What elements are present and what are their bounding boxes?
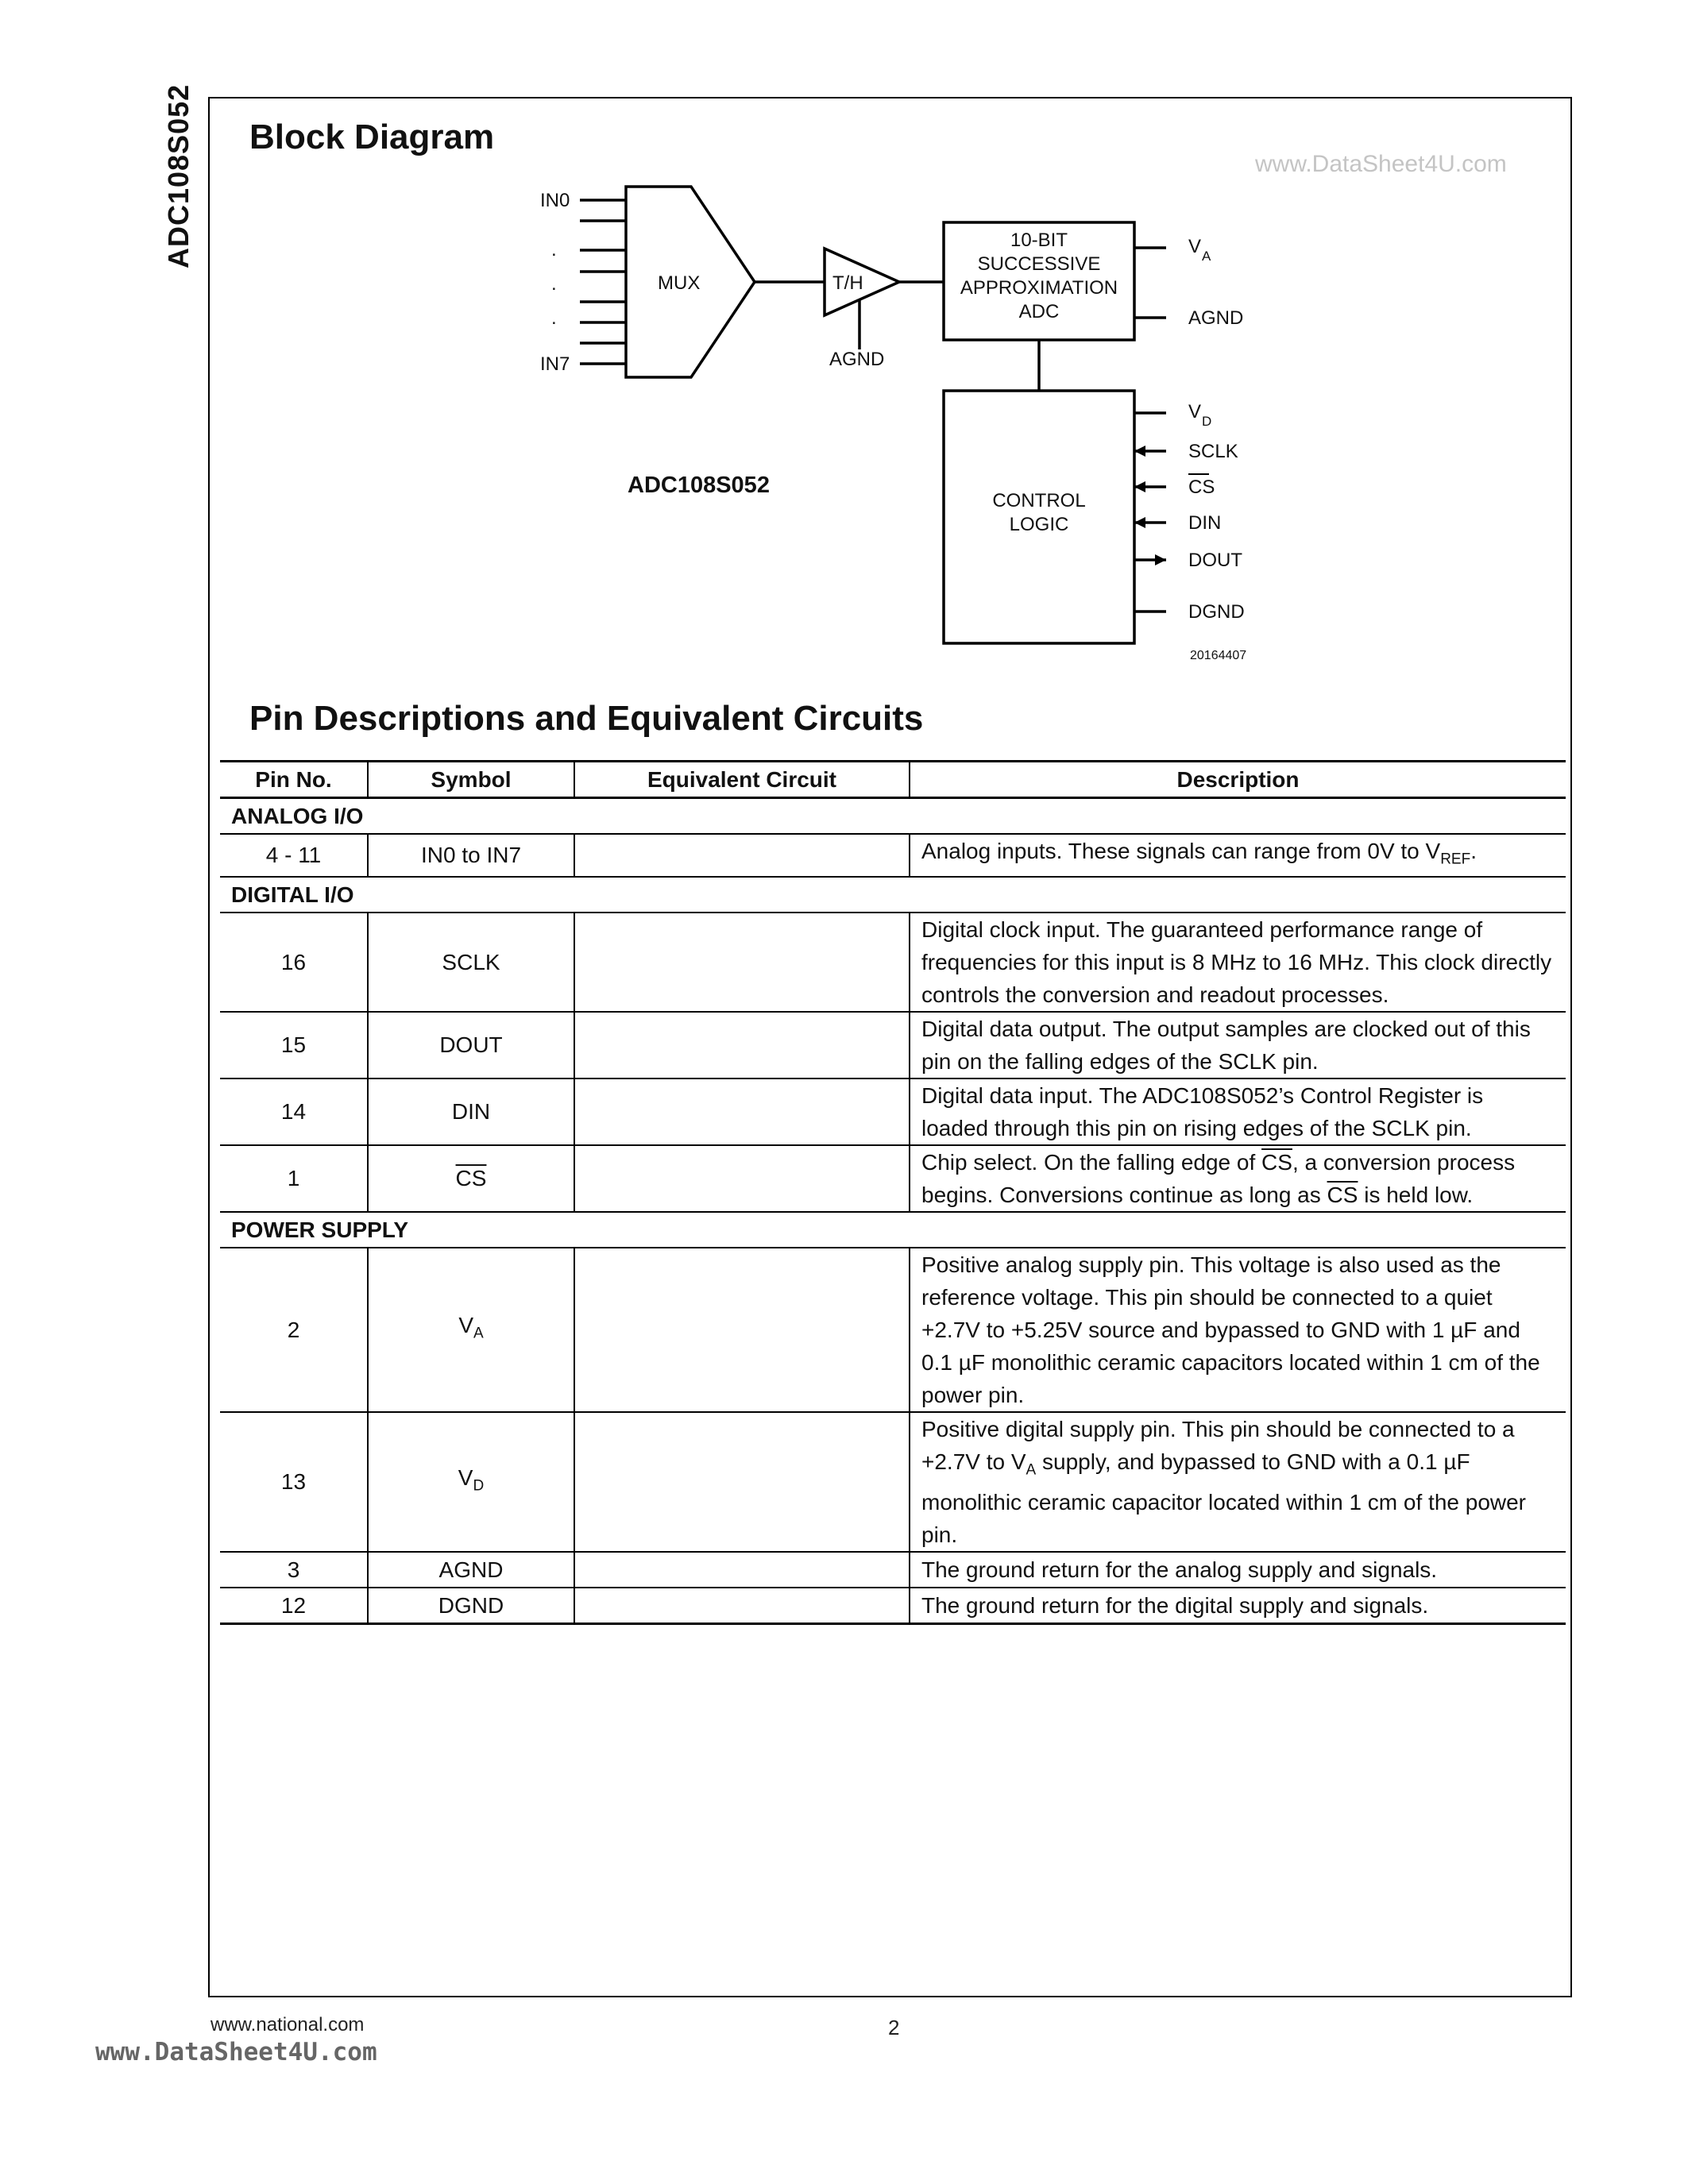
dout-arrow-icon (1155, 554, 1166, 565)
sclk-arrow-icon (1134, 446, 1145, 457)
pin-number: 12 (220, 1588, 368, 1624)
dgnd-label: DGND (1188, 601, 1245, 623)
va-sub-label: A (1202, 249, 1211, 264)
equivalent-circuit (574, 1145, 910, 1212)
footer-watermark: www.DataSheet4U.com (95, 2038, 377, 2066)
pin-number: 2 (220, 1248, 368, 1412)
group-label: ANALOG I/O (220, 798, 1566, 835)
pin-number: 15 (220, 1012, 368, 1078)
equivalent-circuit (574, 1248, 910, 1412)
pin-symbol: AGND (368, 1552, 574, 1588)
va-label: V (1188, 236, 1202, 257)
dot-label: . (551, 239, 557, 260)
control-label-2: LOGIC (1009, 514, 1069, 535)
pin-symbol: IN0 to IN7 (368, 834, 574, 877)
header-description: Description (910, 762, 1566, 798)
equivalent-circuit (574, 1078, 910, 1145)
agnd-label: AGND (1188, 307, 1244, 329)
pin-description: Digital clock input. The guaranteed performance range of frequencies for this input is 8 MHz to 16 MHz. This clock directly controls the conversion and readout processes. (910, 913, 1566, 1012)
table-row (220, 1078, 1566, 1145)
pin-number: 4 - 11 (220, 834, 368, 877)
watermark-top: www.DataSheet4U.com (1255, 151, 1507, 177)
equivalent-circuit (574, 1412, 910, 1553)
block-diagram (524, 183, 1271, 675)
footer-url[interactable]: www.national.com (211, 2014, 365, 2035)
header-symbol: Symbol (368, 762, 574, 798)
th-agnd-label: AGND (829, 349, 885, 370)
pin-symbol: DIN (368, 1078, 574, 1145)
vd-label: V (1188, 401, 1202, 423)
equivalent-circuit (574, 1588, 910, 1624)
equivalent-circuit (574, 913, 910, 1012)
cs-label: CS (1188, 477, 1215, 498)
table-row (220, 1012, 1566, 1078)
adc-label-1: 10-BIT (1010, 230, 1068, 251)
pin-symbol: $\overline{CS}$ (368, 1145, 574, 1212)
control-label-1: CONTROL (992, 490, 1086, 511)
group-row-power (220, 1212, 1566, 1248)
block-diagram-title: Block Diagram (249, 118, 495, 156)
equivalent-circuit (574, 834, 910, 877)
table-row (220, 913, 1566, 1012)
dot-label: . (551, 273, 557, 295)
in7-label: IN7 (540, 353, 570, 375)
pin-description: Positive analog supply pin. This voltage is also used as the reference voltage. This pin should be connected to a quiet +2.7V to +5.25V source and bypassed to GND with 1 µF and 0.1 µF monolithic ceramic capacitors located within 1 cm of the power pin. (910, 1248, 1566, 1412)
pin-description: Chip select. On the falling edge of $\overline{CS}$, a conversion process begins. Conversions continue as long as $\overline{CS}$ is held low. (910, 1145, 1566, 1212)
table-row (220, 1412, 1566, 1553)
table-row (220, 1248, 1566, 1412)
pin-description: Digital data output. The output samples are clocked out of this pin on the falling edges of the SCLK pin. (910, 1012, 1566, 1078)
pin-number: 14 (220, 1078, 368, 1145)
table-header-row (220, 762, 1566, 798)
page-number: 2 (888, 2016, 900, 2039)
mux-label: MUX (658, 272, 701, 294)
pin-number: 13 (220, 1412, 368, 1553)
pin-symbol: DOUT (368, 1012, 574, 1078)
pin-symbol: $V_A$ (368, 1248, 574, 1412)
header-circuit: Equivalent Circuit (574, 762, 910, 798)
dot-label: . (551, 307, 557, 329)
table-row (220, 1552, 1566, 1588)
pin-description: Digital data input. The ADC108S052’s Control Register is loaded through this pin on rising edges of the SCLK pin. (910, 1078, 1566, 1145)
th-label: T/H (832, 272, 863, 294)
pin-symbol: $V_D$ (368, 1412, 574, 1553)
side-part-label: ADC108S052 (162, 83, 195, 268)
equivalent-circuit (574, 1012, 910, 1078)
table-row (220, 1145, 1566, 1212)
table-row (220, 1588, 1566, 1624)
pin-number: 1 (220, 1145, 368, 1212)
part-label: ADC108S052 (628, 473, 770, 498)
group-row-analog (220, 798, 1566, 835)
pin-number: 16 (220, 913, 368, 1012)
vd-sub-label: D (1202, 414, 1212, 429)
pin-description: The ground return for the digital supply and signals. (910, 1588, 1566, 1624)
dout-label: DOUT (1188, 550, 1242, 571)
din-arrow-icon (1134, 517, 1145, 528)
pin-symbol: SCLK (368, 913, 574, 1012)
adc-label-3: APPROXIMATION (960, 277, 1118, 299)
pin-number: 3 (220, 1552, 368, 1588)
pin-section-title: Pin Descriptions and Equivalent Circuits (249, 699, 924, 738)
pin-table (220, 760, 1566, 1625)
pin-symbol: DGND (368, 1588, 574, 1624)
cs-arrow-icon (1134, 481, 1145, 492)
figure-id: 20164407 (1190, 649, 1247, 662)
pin-description: Analog inputs. These signals can range from 0V to $V_{REF}$. (910, 834, 1566, 877)
sclk-label: SCLK (1188, 441, 1238, 462)
pin-description: Positive digital supply pin. This pin should be connected to a +2.7V to $V_A$ supply, and bypassed to GND with a 0.1 µF monolithic ceramic capacitor located within 1 cm of the power pin. (910, 1412, 1566, 1553)
adc-label-4: ADC (1018, 301, 1060, 322)
adc-label-2: SUCCESSIVE (977, 253, 1101, 275)
in0-label: IN0 (540, 190, 570, 211)
din-label: DIN (1188, 512, 1222, 534)
header-pin: Pin No. (220, 762, 368, 798)
equivalent-circuit (574, 1552, 910, 1588)
pin-description: The ground return for the analog supply and signals. (910, 1552, 1566, 1588)
group-label: POWER SUPPLY (220, 1212, 1566, 1248)
group-label: DIGITAL I/O (220, 877, 1566, 913)
table-row (220, 834, 1566, 877)
group-row-digital (220, 877, 1566, 913)
